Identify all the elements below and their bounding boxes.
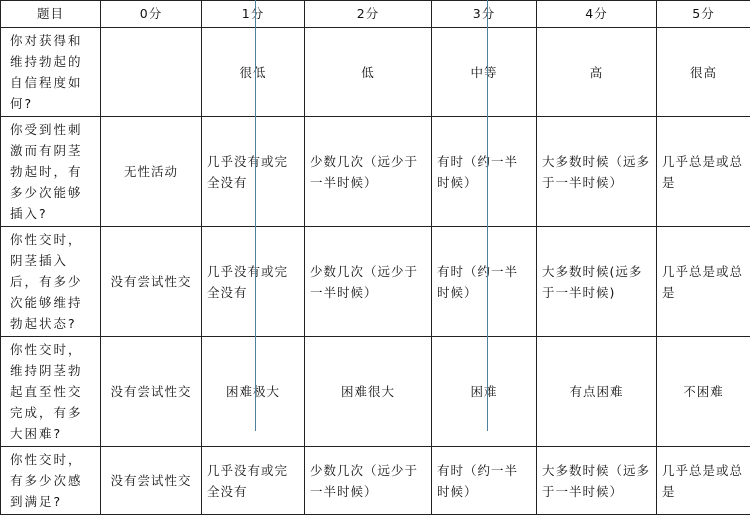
question-cell: 你性交时，阴茎插入后，有多少次能够维持勃起状态? bbox=[1, 227, 101, 337]
answer-cell: 少数几次（远少于一半时候） bbox=[305, 227, 432, 337]
answer-cell: 大多数时候（远多于一半时候） bbox=[537, 447, 657, 515]
answer-cell: 少数几次（远少于一半时候） bbox=[305, 117, 432, 227]
table-row bbox=[1, 227, 750, 337]
header-score-3: 3分 bbox=[432, 1, 537, 28]
answer-cell: 困难很大 bbox=[305, 337, 432, 447]
answer-cell: 几乎没有或完全没有 bbox=[202, 227, 305, 337]
question-cell: 你性交时，维持阴茎勃起直至性交完成，有多大困难? bbox=[1, 337, 101, 447]
header-row bbox=[1, 1, 750, 28]
answer-cell: 困难极大 bbox=[202, 337, 305, 447]
header-score-4: 4分 bbox=[537, 1, 657, 28]
header-score-1: 1分 bbox=[202, 1, 305, 28]
answer-cell bbox=[101, 28, 202, 117]
answer-cell: 不困难 bbox=[657, 337, 750, 447]
answer-cell: 大多数时候(远多于一半时候) bbox=[537, 227, 657, 337]
answer-cell: 低 bbox=[305, 28, 432, 117]
table-row bbox=[1, 117, 750, 227]
answer-cell: 没有尝试性交 bbox=[101, 447, 202, 515]
answer-cell: 大多数时候（远多于一半时候） bbox=[537, 117, 657, 227]
answer-cell: 高 bbox=[537, 28, 657, 117]
guide-line bbox=[487, 0, 488, 431]
question-cell: 你性交时，有多少次感到满足? bbox=[1, 447, 101, 515]
question-cell: 你对获得和维持勃起的自信程度如何? bbox=[1, 28, 101, 117]
header-question: 题目 bbox=[1, 1, 101, 28]
answer-cell: 有时（约一半时候） bbox=[432, 227, 537, 337]
answer-cell: 困难 bbox=[432, 337, 537, 447]
answer-cell: 有时（约一半时候） bbox=[432, 447, 537, 515]
answer-cell: 几乎总是或总是 bbox=[657, 117, 750, 227]
answer-cell: 少数几次（远少于一半时候） bbox=[305, 447, 432, 515]
question-cell: 你受到性刺激而有阴茎勃起时，有多少次能够插入? bbox=[1, 117, 101, 227]
answer-cell: 几乎没有或完全没有 bbox=[202, 117, 305, 227]
header-score-2: 2分 bbox=[305, 1, 432, 28]
table-row bbox=[1, 28, 750, 117]
answer-cell: 没有尝试性交 bbox=[101, 227, 202, 337]
guide-line bbox=[255, 0, 256, 431]
answer-cell: 几乎总是或总是 bbox=[657, 447, 750, 515]
answer-cell: 无性活动 bbox=[101, 117, 202, 227]
table-row bbox=[1, 447, 750, 515]
answer-cell: 中等 bbox=[432, 28, 537, 117]
answer-cell: 很低 bbox=[202, 28, 305, 117]
answer-cell: 几乎总是或总是 bbox=[657, 227, 750, 337]
answer-cell: 有时（约一半时候） bbox=[432, 117, 537, 227]
answer-cell: 没有尝试性交 bbox=[101, 337, 202, 447]
header-score-0: 0分 bbox=[101, 1, 202, 28]
answer-cell: 几乎没有或完全没有 bbox=[202, 447, 305, 515]
table-row bbox=[1, 337, 750, 447]
answer-cell: 很高 bbox=[657, 28, 750, 117]
header-score-5: 5分 bbox=[657, 1, 750, 28]
answer-cell: 有点困难 bbox=[537, 337, 657, 447]
